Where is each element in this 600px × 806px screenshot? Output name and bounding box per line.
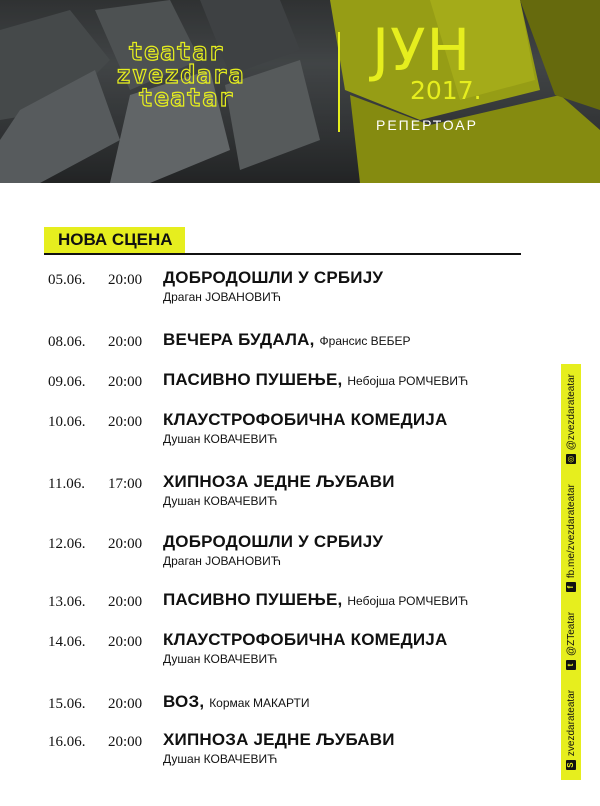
performance-title-text: ПАСИВНО ПУШЕЊЕ, xyxy=(163,370,343,389)
performance-time: 20:00 xyxy=(108,536,143,552)
performance-date: 16.06. xyxy=(48,734,86,750)
performance-date: 05.06. xyxy=(48,272,86,288)
performance-date: 09.06. xyxy=(48,374,86,390)
performance-time: 20:00 xyxy=(108,594,143,610)
performance-author: Кормак МАКАРТИ xyxy=(209,696,310,710)
logo-line: teatar xyxy=(138,83,235,112)
performance-time: 20:00 xyxy=(108,334,143,350)
stage-rule xyxy=(44,253,521,255)
performance-author: Душан КОВАЧЕВИЋ xyxy=(163,494,278,508)
performance-title xyxy=(163,532,383,552)
social-handle: fb.me/zvezdarateatar xyxy=(565,484,577,579)
social-item[interactable] xyxy=(566,484,577,592)
repertoire-label: РЕПЕРТОАР xyxy=(376,117,478,133)
skype-icon: S xyxy=(566,760,576,770)
performance-title-text: ВЕЧЕРА БУДАЛА, xyxy=(163,330,315,349)
social-handle: @zvezdarateatar xyxy=(565,373,577,451)
header-divider xyxy=(338,32,340,132)
performance-title xyxy=(163,590,468,610)
performance-author: Франсис ВЕБЕР xyxy=(319,334,411,348)
performance-time: 17:00 xyxy=(108,476,143,492)
performance-title xyxy=(163,410,447,430)
performance-date: 15.06. xyxy=(48,696,86,712)
performance-time: 20:00 xyxy=(108,734,143,750)
stage-name-tag: НОВА СЦЕНА xyxy=(44,227,185,253)
social-handle: @ZTeatar xyxy=(565,611,577,657)
performance-title-text: КЛАУСТРОФОБИЧНА КОМЕДИЈА xyxy=(163,410,448,429)
header-banner xyxy=(0,0,600,183)
performance-title xyxy=(163,268,383,288)
logo-line: zvezdara xyxy=(116,60,245,89)
performance-title-text: ДОБРОДОШЛИ У СРБИЈУ xyxy=(163,268,384,287)
performance-time: 20:00 xyxy=(108,272,143,288)
performance-date: 11.06. xyxy=(48,476,85,492)
performance-author: Драган ЈОВАНОВИЋ xyxy=(163,554,282,568)
performance-time: 20:00 xyxy=(108,696,143,712)
month-label: ЈУН xyxy=(372,16,472,84)
performance-title-text: ХИПНОЗА ЈЕДНЕ ЉУБАВИ xyxy=(163,730,395,749)
performance-author: Душан КОВАЧЕВИЋ xyxy=(163,652,278,666)
performance-time: 20:00 xyxy=(108,374,143,390)
performance-date: 12.06. xyxy=(48,536,86,552)
performance-title xyxy=(163,730,395,750)
twitter-icon: t xyxy=(566,660,576,670)
performance-date: 14.06. xyxy=(48,634,86,650)
performance-title xyxy=(163,330,411,350)
performance-author: Драган ЈОВАНОВИЋ xyxy=(163,290,282,304)
performance-author: Душан КОВАЧЕВИЋ xyxy=(163,752,278,766)
social-item[interactable] xyxy=(566,690,577,770)
social-item[interactable] xyxy=(566,612,577,670)
performance-author: Небојша РОМЧЕВИЋ xyxy=(347,594,469,608)
performance-title-text: ДОБРОДОШЛИ У СРБИЈУ xyxy=(163,532,384,551)
performance-time: 20:00 xyxy=(108,634,143,650)
logo-line: teatar xyxy=(128,37,225,66)
performance-title xyxy=(163,692,309,712)
social-strip xyxy=(561,364,581,780)
performance-date: 10.06. xyxy=(48,414,86,430)
year-label: 2017. xyxy=(410,76,482,105)
performance-title-text: ХИПНОЗА ЈЕДНЕ ЉУБАВИ xyxy=(163,472,395,491)
performance-author: Небојша РОМЧЕВИЋ xyxy=(347,374,469,388)
performance-author: Душан КОВАЧЕВИЋ xyxy=(163,432,278,446)
performance-date: 08.06. xyxy=(48,334,86,350)
social-handle: zvezdarateatar xyxy=(565,689,577,757)
performance-title xyxy=(163,370,468,390)
facebook-icon: f xyxy=(566,582,576,592)
performance-date: 13.06. xyxy=(48,594,86,610)
performance-title-text: ПАСИВНО ПУШЕЊЕ, xyxy=(163,590,343,609)
performance-title xyxy=(163,472,395,492)
performance-title xyxy=(163,630,447,650)
social-item[interactable] xyxy=(566,374,577,464)
instagram-icon: ◎ xyxy=(566,455,575,463)
performance-time: 20:00 xyxy=(108,414,143,430)
theater-logo xyxy=(116,37,326,112)
performance-title-text: КЛАУСТРОФОБИЧНА КОМЕДИЈА xyxy=(163,630,448,649)
performance-title-text: ВОЗ, xyxy=(163,692,205,711)
